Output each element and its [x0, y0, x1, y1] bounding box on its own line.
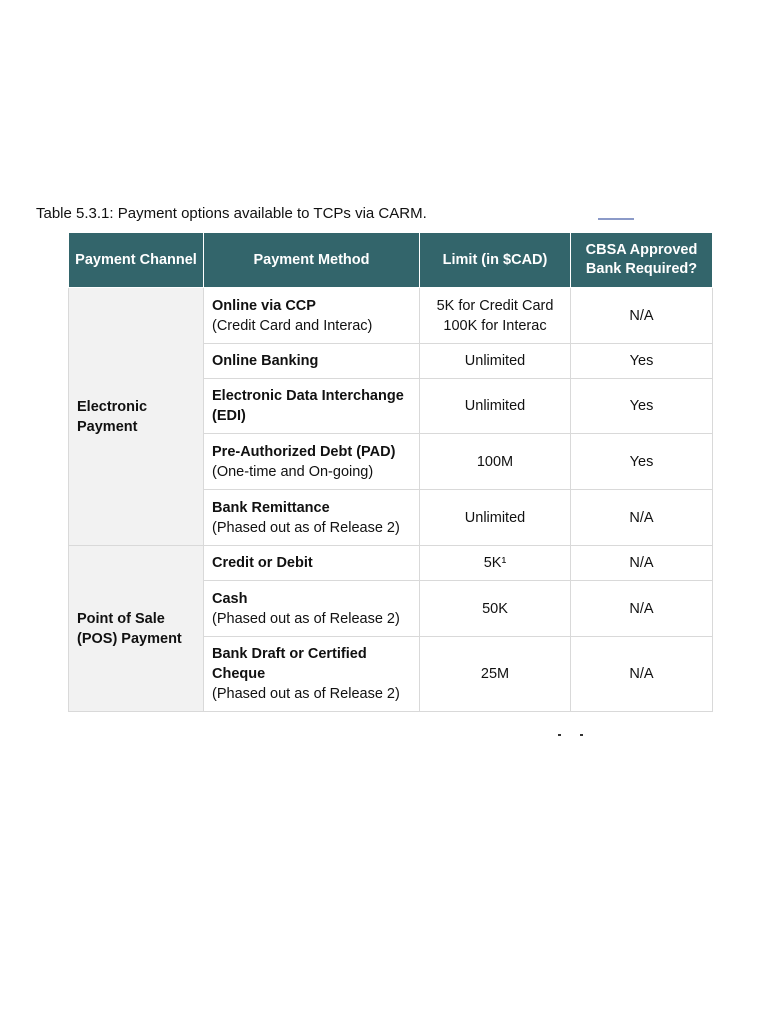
method-cell	[204, 546, 420, 581]
method-note: (Phased out as of Release 2)	[212, 686, 400, 702]
method-cell	[204, 379, 420, 434]
method-note: (Credit Card and Interac)	[212, 317, 373, 334]
limit-cell: 5K¹	[420, 546, 571, 581]
method-name: Bank Remittance	[212, 499, 330, 516]
channel-cell-pos: Point of Sale (POS) Payment	[69, 546, 204, 712]
method-name: Electronic Data Interchange (EDI)	[212, 388, 404, 424]
bank-required-cell: N/A	[571, 546, 713, 581]
method-name: Pre-Authorized Debt (PAD)	[212, 443, 396, 460]
bank-required-cell: Yes	[571, 379, 713, 434]
header-payment-channel: Payment Channel	[69, 233, 204, 288]
method-cell	[204, 344, 420, 379]
limit-line: 100K for Interac	[443, 317, 547, 334]
table-caption: Table 5.3.1: Payment options available to TCPs via CARM.	[36, 205, 427, 222]
stray-mark	[580, 734, 583, 736]
method-name: Cash	[212, 590, 248, 607]
limit-cell: 50K	[420, 581, 571, 637]
method-cell	[204, 637, 420, 712]
stray-mark	[558, 734, 561, 736]
method-name: Online via CCP	[212, 297, 316, 314]
channel-cell-electronic: Electronic Payment	[69, 288, 204, 546]
bank-required-cell: N/A	[571, 288, 713, 344]
limit-cell	[420, 288, 571, 344]
limit-cell: Unlimited	[420, 344, 571, 379]
limit-cell: Unlimited	[420, 379, 571, 434]
limit-cell: 25M	[420, 637, 571, 712]
limit-line: 5K for Credit Card	[436, 297, 554, 314]
header-limit: Limit (in $CAD)	[420, 233, 571, 288]
bank-required-cell: Yes	[571, 344, 713, 379]
method-cell	[204, 490, 420, 546]
limit-cell: 100M	[420, 434, 571, 490]
method-cell	[204, 581, 420, 637]
header-bank-required: CBSA Approved Bank Required?	[571, 233, 713, 288]
table-row	[69, 288, 713, 344]
payment-options-table	[68, 232, 713, 712]
limit-cell: Unlimited	[420, 490, 571, 546]
method-note: (One-time and On-going)	[212, 463, 374, 480]
bank-required-cell: N/A	[571, 581, 713, 637]
method-note: (Phased out as of Release 2)	[212, 519, 400, 536]
method-name: Credit or Debit	[212, 555, 313, 571]
table-row	[69, 546, 713, 581]
bank-required-cell: N/A	[571, 490, 713, 546]
bank-required-cell: Yes	[571, 434, 713, 490]
method-cell	[204, 288, 420, 344]
header-payment-method: Payment Method	[204, 233, 420, 288]
method-note: (Phased out as of Release 2)	[212, 610, 400, 627]
header-row	[69, 233, 713, 288]
method-name: Bank Draft or Certified Cheque	[212, 646, 367, 682]
method-name: Online Banking	[212, 353, 319, 369]
bank-required-cell: N/A	[571, 637, 713, 712]
method-cell	[204, 434, 420, 490]
decorative-underline	[598, 218, 634, 220]
